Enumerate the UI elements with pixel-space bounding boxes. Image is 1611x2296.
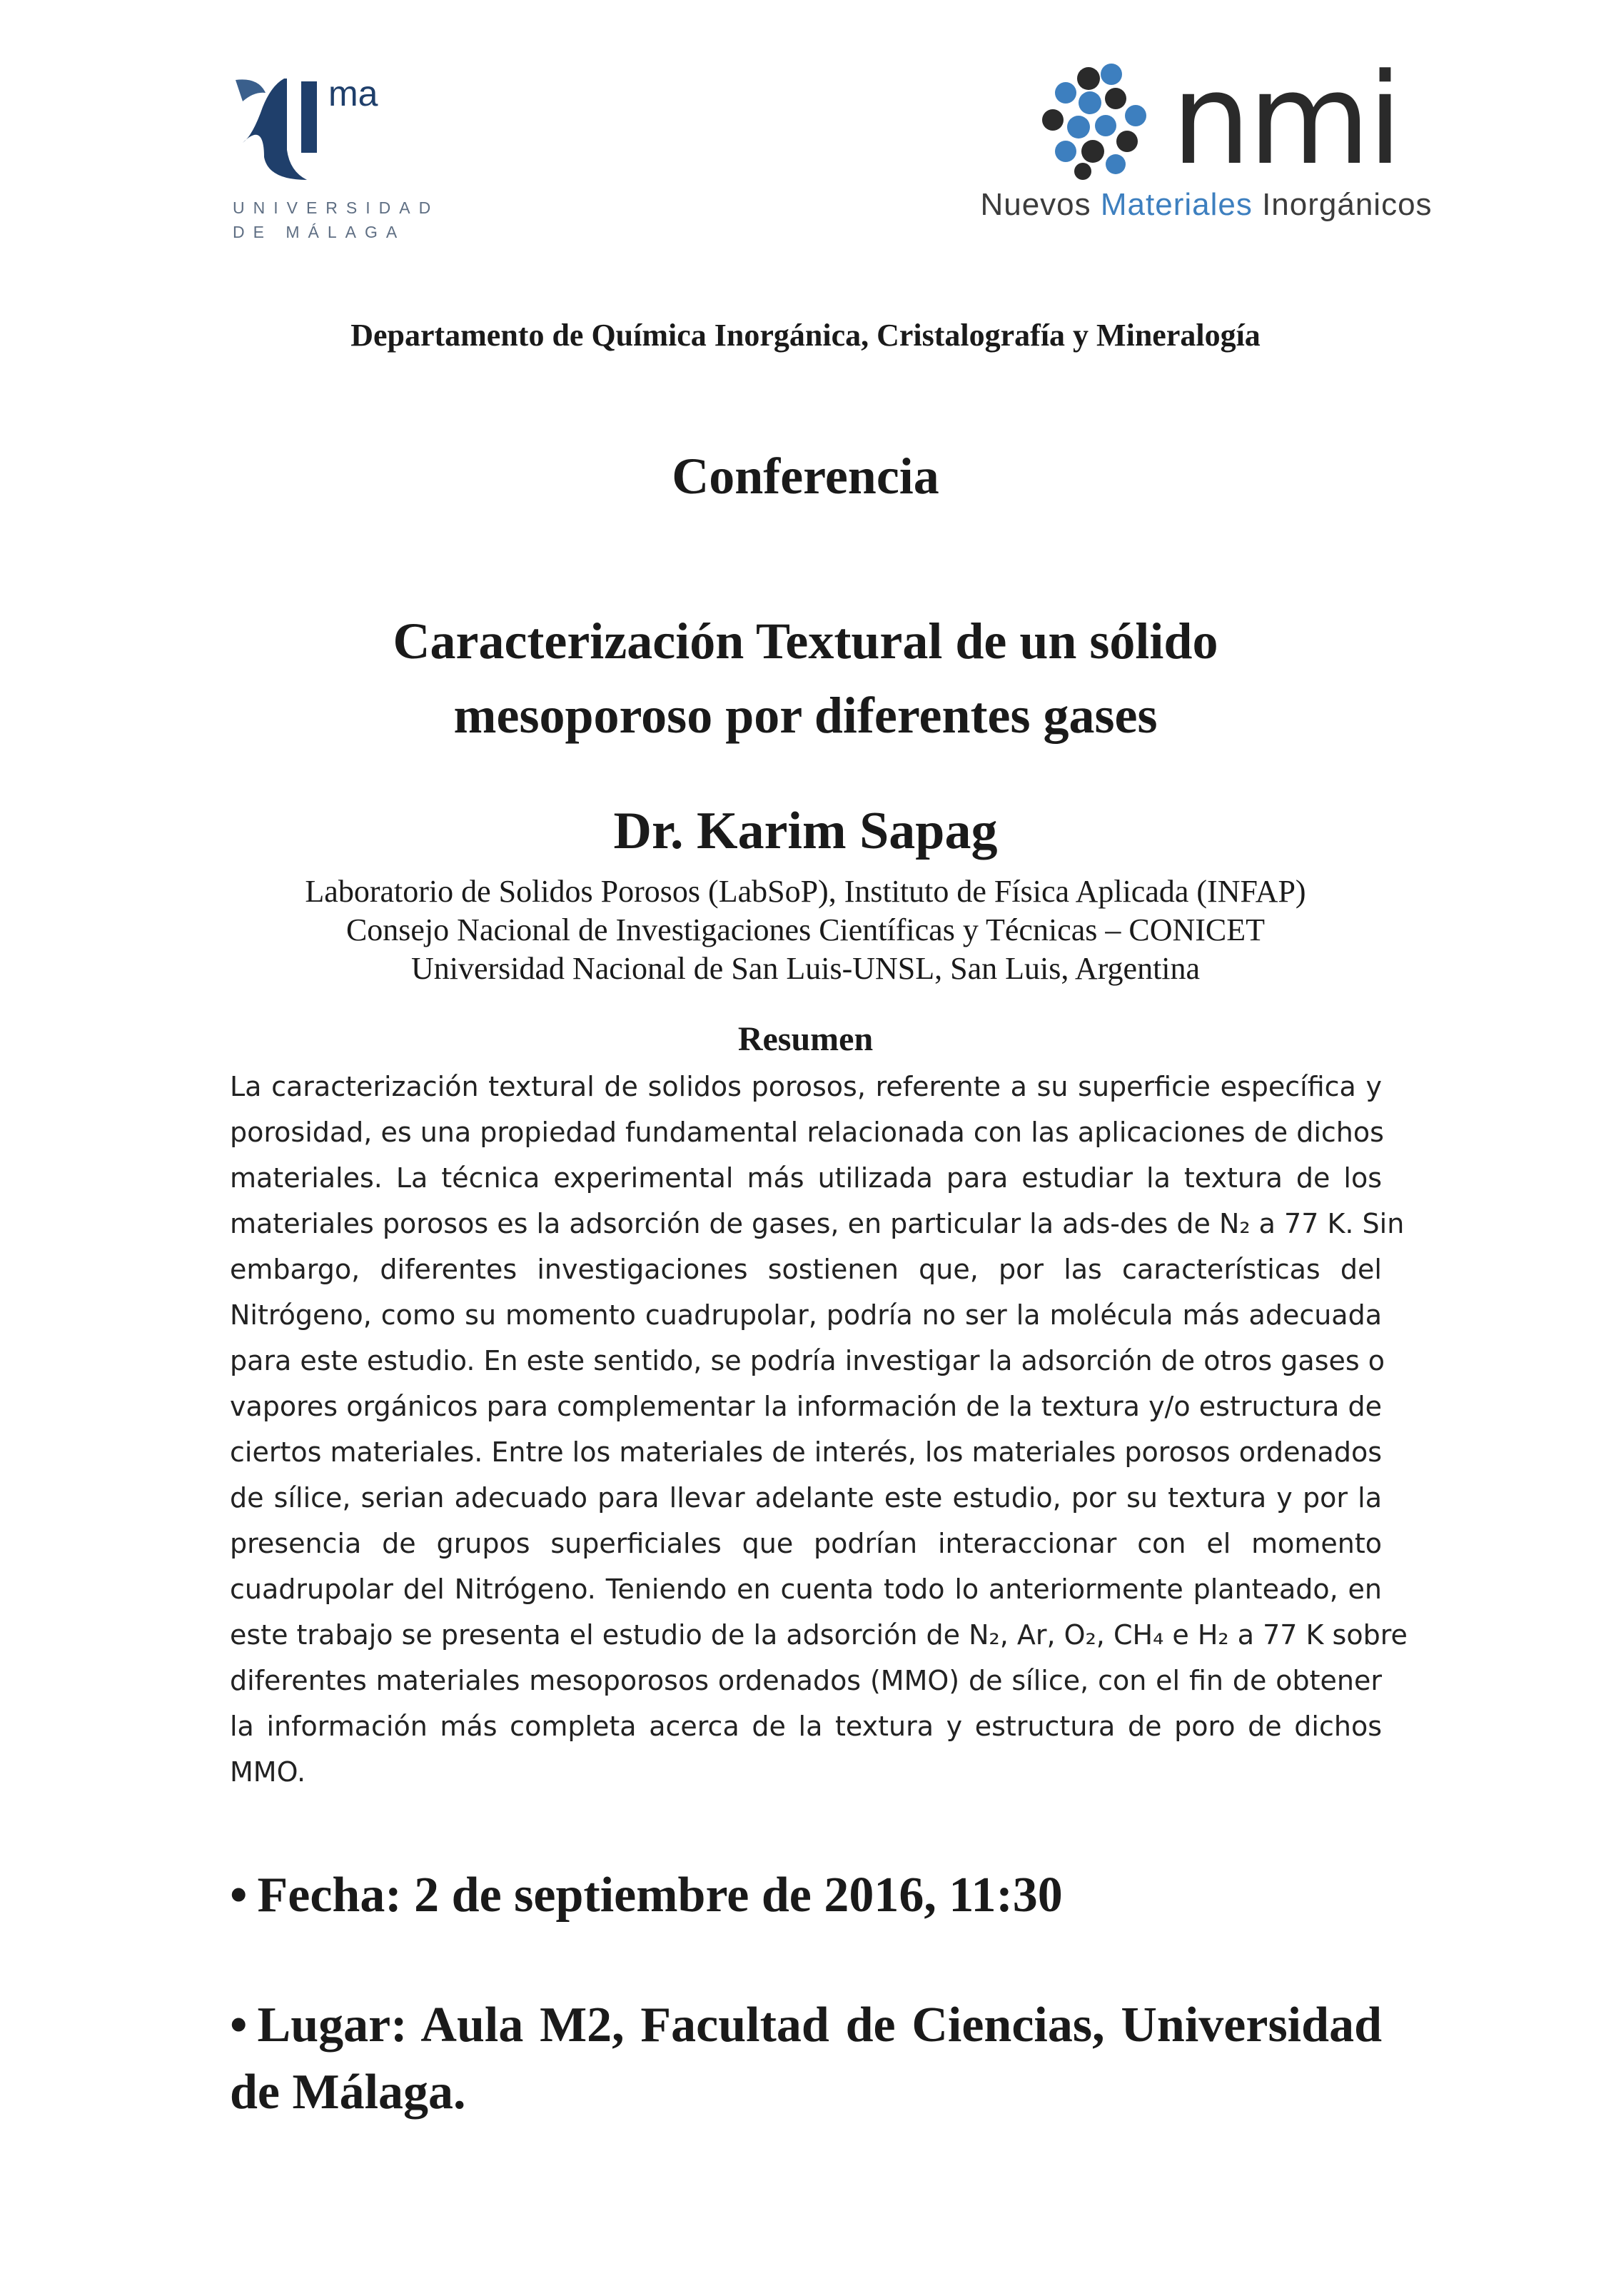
conference-label: Conferencia — [672, 448, 939, 505]
nmi-tagline — [906, 187, 1506, 223]
event-place-line1-wrap — [230, 1992, 1382, 2059]
talk-title-line2: mesoporoso por diferentes gases — [453, 687, 1158, 744]
abstract-heading: Resumen — [737, 1020, 874, 1058]
abstract-line: MMO. — [230, 1756, 306, 1788]
nmi-logo — [906, 46, 1506, 228]
abstract-line: Nitrógeno, como su momento cuadrupolar, podría no ser la molécula más adecuada — [230, 1299, 1382, 1331]
abstract-line: La caracterización textural de solidos porosos, referente a su superficie específica y — [230, 1071, 1382, 1102]
abstract-line: cuadrupolar del Nitrógeno. Teniendo en cuenta todo lo anteriormente planteado, en — [230, 1574, 1382, 1605]
nmi-logo-text: nmi — [1171, 46, 1400, 193]
nmi-tagline-part1: Nuevos — [980, 187, 1101, 222]
abstract-line: ciertos materiales. Entre los materiales de interés, los materiales porosos ordenados — [230, 1436, 1382, 1468]
abstract-line: presencia de grupos superficiales que podrían interaccionar con el momento — [230, 1528, 1382, 1559]
nmi-tagline-part2: Materiales — [1100, 187, 1253, 222]
event-place — [230, 1992, 1382, 2126]
speaker-name: Dr. Karim Sapag — [613, 802, 998, 860]
bullet-icon: • — [230, 1868, 248, 1923]
abstract-line: porosidad, es una propiedad fundamental relacionada con las aplicaciones de dichos — [230, 1117, 1384, 1148]
abstract-line: diferentes materiales mesoporosos ordenados (MMO) de sílice, con el fin de obtener — [230, 1665, 1382, 1696]
bullet-icon: • — [230, 1998, 248, 2053]
nmi-logo-mark — [1031, 46, 1400, 193]
uma-name-line1: UNIVERSIDAD — [233, 198, 440, 217]
uma-logo-text: ma — [328, 74, 378, 114]
uma-logo-mark — [221, 64, 400, 193]
abstract-line: materiales porosos es la adsorción de gases, en particular la ads-des de N₂ a 77 K. Sin — [230, 1208, 1405, 1239]
abstract-line: embargo, diferentes investigaciones sostienen que, por las características del — [230, 1254, 1382, 1285]
affiliation-line3: Universidad Nacional de San Luis-UNSL, San Luis, Argentina — [410, 951, 1201, 986]
uma-logo — [221, 64, 440, 250]
speaker-affiliation — [0, 872, 1611, 988]
affiliation-line1: Laboratorio de Solidos Porosos (LabSoP), Instituto de Física Aplicada (INFAP) — [305, 874, 1306, 909]
event-place-line1: Lugar: Aula M2, Facultad de Ciencias, Universidad — [257, 1998, 1382, 2053]
nmi-tagline-part3: Inorgánicos — [1252, 187, 1433, 222]
event-place-line2: de Málaga. — [230, 2065, 466, 2120]
talk-title — [143, 604, 1468, 752]
uma-name-line2: DE MÁLAGA — [233, 223, 406, 241]
affiliation-line2: Consejo Nacional de Investigaciones Científicas y Técnicas – CONICET — [345, 912, 1266, 947]
abstract-line: de sílice, serian adecuado para llevar adelante este estudio, por su textura y por la — [230, 1482, 1382, 1514]
abstract-line: materiales. La técnica experimental más utilizada para estudiar la textura de los — [230, 1162, 1382, 1194]
abstract-line: para este estudio. En este sentido, se podría investigar la adsorción de otros gases o — [230, 1345, 1385, 1376]
event-date — [230, 1862, 1382, 1929]
abstract-line: vapores orgánicos para complementar la información de la textura y/o estructura de — [230, 1391, 1382, 1422]
talk-title-line1: Caracterización Textural de un sólido — [393, 613, 1218, 670]
event-date-text: Fecha: 2 de septiembre de 2016, 11:30 — [257, 1868, 1063, 1923]
abstract-line: la información más completa acerca de la textura y estructura de poro de dichos — [230, 1711, 1382, 1742]
abstract-line: este trabajo se presenta el estudio de la adsorción de N₂, Ar, O₂, CH₄ e H₂ a 77 K sobre — [230, 1619, 1408, 1651]
molecule-icon — [1042, 64, 1146, 180]
abstract-body — [230, 1064, 1408, 1795]
department-name: Departamento de Química Inorgánica, Cristalografía y Mineralogía — [350, 318, 1261, 353]
